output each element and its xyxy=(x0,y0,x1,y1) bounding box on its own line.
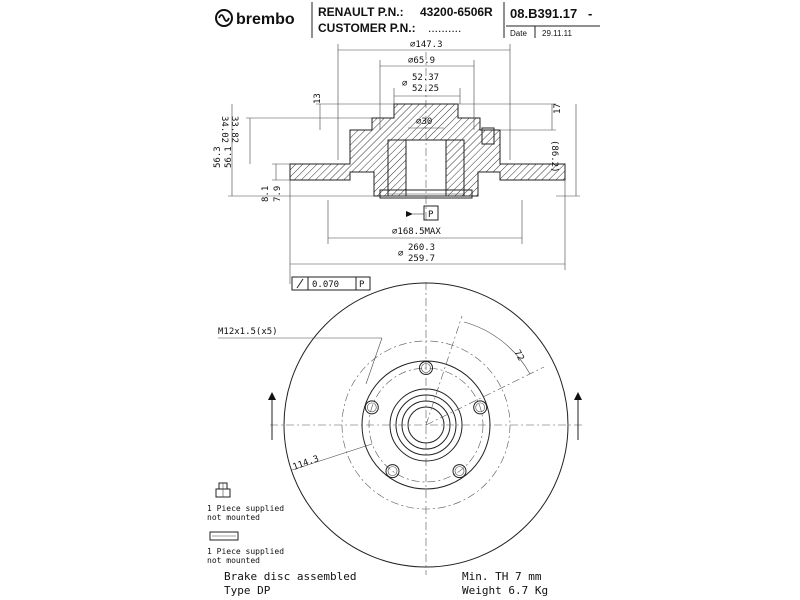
pcd-114-3: 114.3 xyxy=(291,454,321,473)
note2-line2: not mounted xyxy=(207,556,260,565)
note-assembled: Brake disc assembled xyxy=(224,570,357,583)
svg-text:⌀: ⌀ xyxy=(402,79,408,89)
part-number: 08.B391.17 xyxy=(510,6,578,21)
dim-52-lower: 52.25 xyxy=(412,84,440,94)
svg-text:⌀: ⌀ xyxy=(398,249,404,259)
dim-13: 13 xyxy=(313,93,323,104)
rotation-arrow-right xyxy=(574,392,582,440)
customer-pn-value: .......... xyxy=(428,21,462,35)
datum-p: P xyxy=(428,210,434,220)
dim-147-3: ⌀147.3 xyxy=(410,40,443,50)
part-suffix: - xyxy=(588,6,593,21)
note1-line1: 1 Piece supplied xyxy=(207,504,285,513)
date-label: Date xyxy=(510,29,527,38)
cap-icon xyxy=(210,532,238,540)
dim-56-lower: 56.1 xyxy=(224,146,234,168)
dim-34-upper: 34.02 xyxy=(219,116,229,144)
angle-72: 72 xyxy=(511,348,526,363)
renault-pn-label: RENAULT P.N.: xyxy=(318,5,404,19)
note2-line1: 1 Piece supplied xyxy=(207,547,285,556)
dim-260-upper: 260.3 xyxy=(408,243,436,253)
note-weight: Weight 6.7 Kg xyxy=(462,584,549,597)
note-type: Type DP xyxy=(224,584,271,597)
note1-line2: not mounted xyxy=(207,513,260,522)
dim-8-upper: 8.1 xyxy=(261,185,271,202)
disc-front-view xyxy=(218,282,582,575)
dim-17: 17 xyxy=(553,103,563,114)
note-min-th: Min. TH 7 mm xyxy=(462,570,542,583)
runout-value: 0.070 xyxy=(312,280,340,290)
dim-56-upper: 56.3 xyxy=(213,146,223,168)
dim-168-5: ⌀168.5MAX xyxy=(392,227,441,237)
bolt-icon xyxy=(216,483,230,497)
runout-tolerance-frame xyxy=(290,270,370,290)
dim-52-upper: 52.37 xyxy=(412,73,440,83)
date-value: 29.11.11 xyxy=(542,29,572,38)
brembo-logo xyxy=(216,10,295,28)
header xyxy=(216,2,600,38)
bolt-hole-inner xyxy=(388,467,397,476)
notes xyxy=(207,483,548,597)
renault-pn-value: 43200-6506R xyxy=(420,5,493,19)
brand-name: brembo xyxy=(236,11,295,28)
dim-86-2: (86.2) xyxy=(549,140,559,173)
customer-pn-label: CUSTOMER P.N.: xyxy=(318,21,416,35)
dim-34-lower: 33.82 xyxy=(229,116,239,144)
dim-30: ⌀30 xyxy=(416,117,433,127)
runout-datum: P xyxy=(359,280,365,290)
dim-65-9: ⌀65.9 xyxy=(408,56,436,66)
thread-spec: M12x1.5(x5) xyxy=(218,327,278,337)
dim-260-lower: 259.7 xyxy=(408,254,436,264)
rotation-arrow-left xyxy=(268,392,276,440)
datum-p-marker xyxy=(406,206,438,220)
dim-8-lower: 7.9 xyxy=(273,185,283,202)
